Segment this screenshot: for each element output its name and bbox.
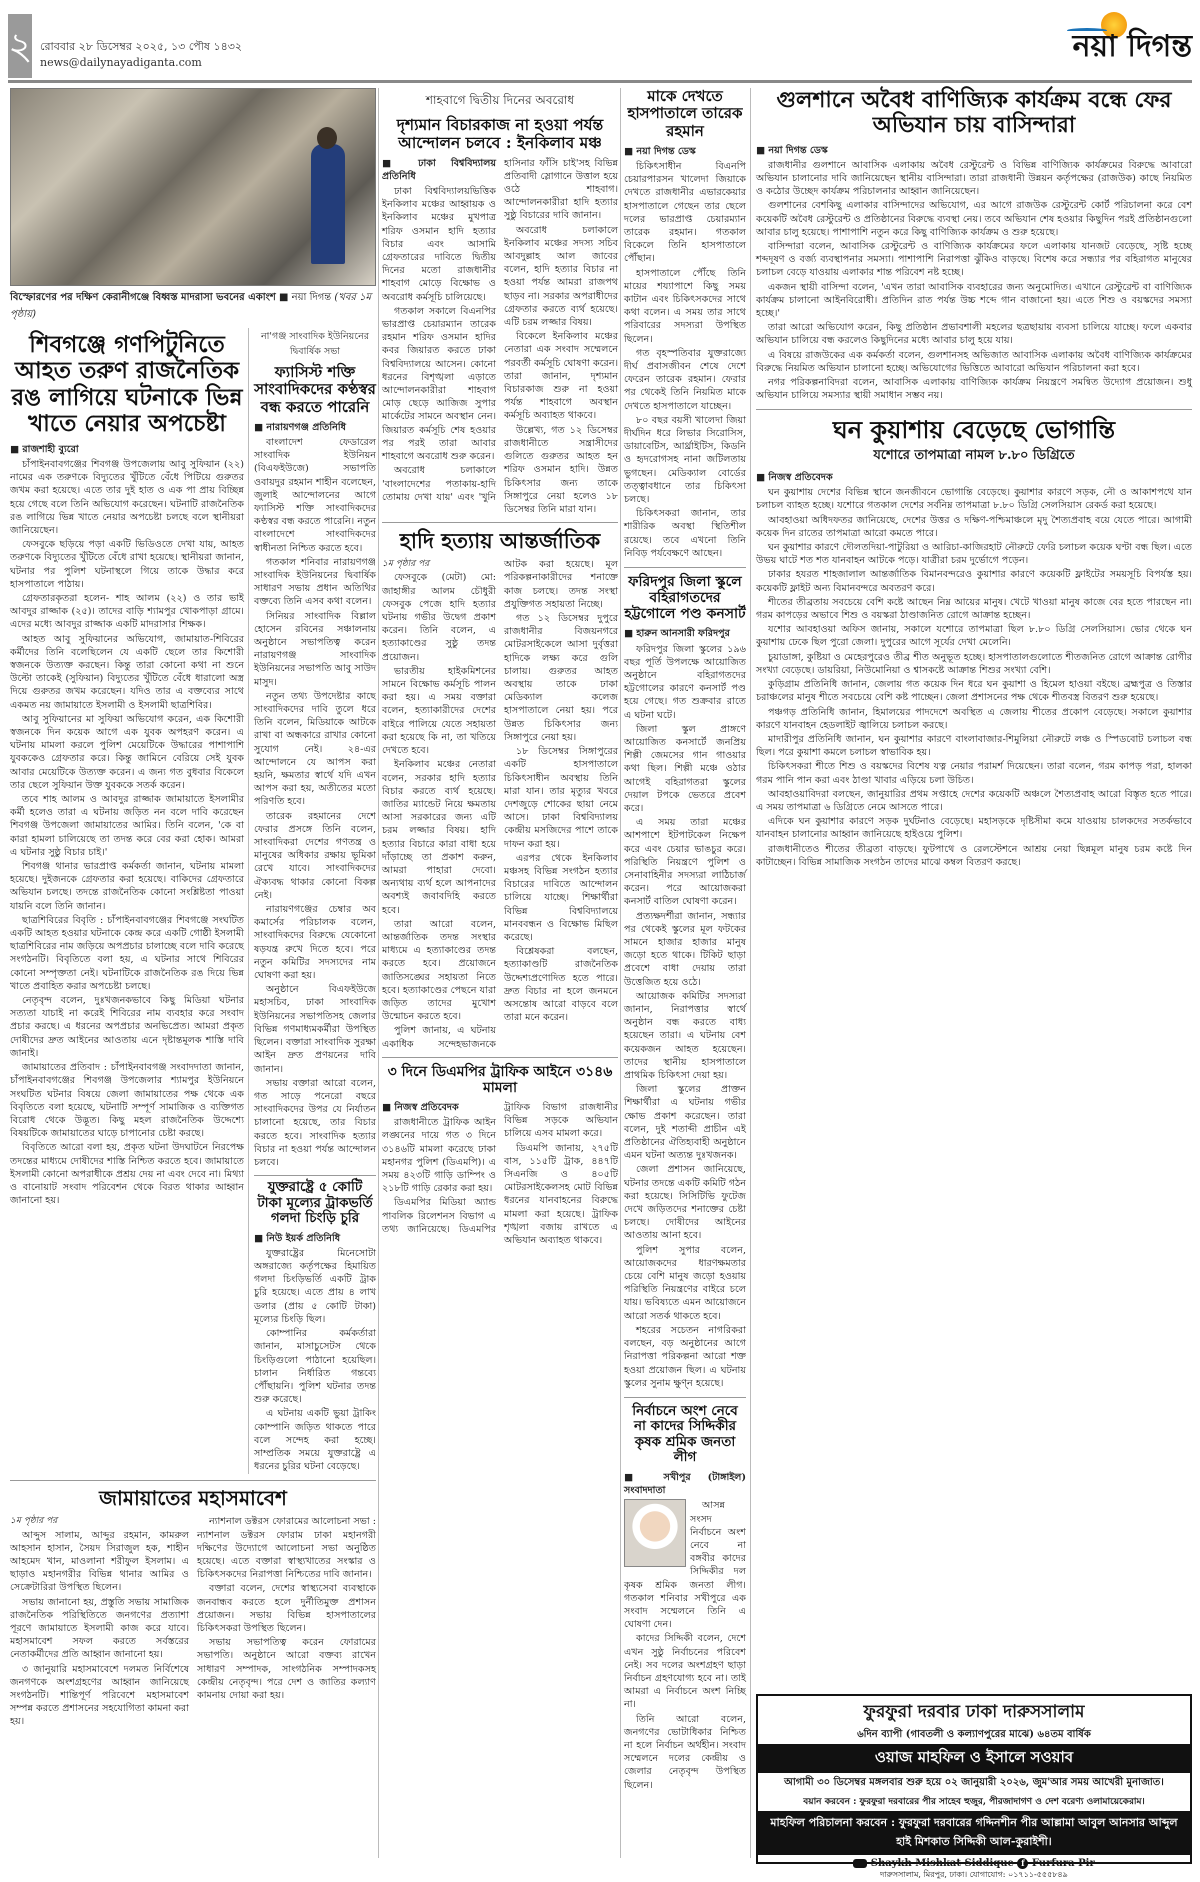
photo-credit: ■ নয়া দিগন্ত [279, 292, 332, 303]
divider [10, 1480, 376, 1481]
paragraph: গত বৃহস্পতিবার যুক্তরাজ্যে দীর্ঘ প্রবাসজীবন শেষে দেশে ফেরেন তারেক রহমান। ফেরার পর থেকেই তিনি নিয়মিত মাকে দেখতে হাসপাতালে যাচ্ছেন। [624, 347, 746, 412]
article-jamaat [10, 1515, 376, 1728]
kicker-shahbag: শাহবাগে দ্বিতীয় দিনের অবরোধ [425, 93, 575, 107]
paragraph: সভায় বক্তারা আরো বলেন, গত সাড়ে পনেরো বছরে সাংবাদিকদের উপর যে নির্যাতন চালানো হয়েছে, তার বিচার করতে হবে। সাংবাদিক হত্যার বিচার না হওয়া পর্যন্ত আন্দোলন চলবে। [254, 1077, 376, 1168]
divider [624, 1397, 746, 1398]
paragraph: আবহাওয়াবিদরা বলছেন, জানুয়ারির প্রথম সপ্তাহে দেশের কয়েকটি অঞ্চলে শৈত্যপ্রবাহ আরো বিস্তৃত হতে পারে। এ সময় তাপমাত্রা ৬ ডিগ্রিতে নেমে আসতে পারে। [756, 788, 1192, 813]
byline: ■ নয়া দিগন্ত ডেস্ক [756, 144, 828, 156]
column-divider [620, 88, 621, 1858]
paragraph: আসন্ন সংসদ নির্বাচনে অংশ নেবে না বঙ্গবীর কাদের সিদ্দিকীর দল কৃষক শ্রমিক জনতা লীগ। গতকাল শনিবার সখীপুরে এক সংবাদ সম্মেলনে তিনি এ ঘোষণা দেন। [624, 1500, 746, 1631]
paragraph: কোম্পানির কর্মকর্তারা জানান, মাসাচুসেটস থেকে চিংড়িগুলো পাঠানো হয়েছিল। চালান নির্ধারিত গন্তব্যে পৌঁছায়নি। পুলিশ ঘটনার তদন্ত শুরু করেছে। [254, 1328, 376, 1406]
paragraph: কুড়িগ্রাম প্রতিনিধি জানান, জেলায় গত কয়েক দিন ধরে ঘন কুয়াশা ও হিমেল হাওয়া বইছে। ব্রহ্মপুত্র ও তিস্তার চরাঞ্চলের মানুষ শীতে সবচেয়ে বেশি কষ্ট পাচ্ছেন। জেলা প্রশাসনের পক্ষ থেকে শীতবস্ত্র বিতরণ শুরু হয়েছে। [756, 679, 1192, 704]
paragraph: বিকেলে ইনকিলাব মঞ্চের নেতারা এক সংবাদ সম্মেলনে পরবর্তী কর্মসূচি ঘোষণা করেন। তারা জানান, দৃশ্যমান বিচারকাজ শুরু না হওয়া পর্যন্ত শাহবাগে অবস্থান কর্মসূচি অব্যাহত থাকবে। [504, 331, 618, 422]
caption-text: বিস্ফোরণের পর দক্ষিণ কেরানীগঞ্জে বিধ্বস্ত মাদরাসা ভবনের একাংশ [10, 292, 276, 303]
article-hadi [382, 558, 618, 1051]
article-fascist [254, 421, 376, 1169]
headline-gulshan[interactable]: গুলশানে অবৈধ বাণিজ্যিক কার্যক্রম বন্ধে ফের অভিযান চায় বাসিন্দারা [776, 87, 1172, 139]
header-divider [8, 80, 1192, 83]
ad-org: ফুরফুরা দরবার ঢাকা দারুসসালাম [863, 1702, 1085, 1722]
ad-guests: বয়ান করবেন : ফুরফুরা দরবারের পীর সাহেব হুজুর, পীরজাদাগণ ও দেশ বরেণ্য ওলামায়েকেরাম। [803, 1797, 1145, 1807]
paragraph: জেলা প্রশাসন জানিয়েছে, ঘটনার তদন্তে একটি কমিটি গঠন করা হয়েছে। সিসিটিভি ফুটেজ দেখে জড়িতদের শনাক্তের চেষ্টা চলছে। দোষীদের আইনের আওতায় আনা হবে। [624, 1164, 746, 1242]
article-tarique [624, 145, 746, 561]
paragraph: শীতের তীব্রতায় সবচেয়ে বেশি কষ্টে আছেন নিম্ন আয়ের মানুষ। খেটে খাওয়া মানুষ কাজে বের হতে পারছেন না। গরম কাপড়ের অভাবে শিশু ও বয়স্করা ঠাণ্ডাজনিত রোগে আক্রান্ত হচ্ছেন। [756, 596, 1192, 622]
paragraph: যশোর আবহাওয়া অফিস জানায়, সকালে যশোরে তাপমাত্রা ছিল ৮.৮০ ডিগ্রি সেলসিয়াস। ভোর থেকে ঘন কুয়াশায় ঢেকে ছিল পুরো জেলা। দুপুরের আগে সূর্যের দেখা মেলেনি। [756, 624, 1192, 649]
paragraph: চিকিৎসকরা শীতে শিশু ও বয়স্কদের বিশেষ যত্ন নেয়ার পরামর্শ দিয়েছেন। তারা বলেন, গরম কাপড় পরা, হালকা গরম পানি পান করা এবং ঠাণ্ডা খাবার এড়িয়ে চলা উচিত। [756, 761, 1192, 786]
ad-address: দারুসসালাম, মিরপুর, ঢাকা। যোগাযোগ: ০১৭১১-৫৫৫৮৪৯ [880, 1870, 1068, 1879]
paragraph: চাঁপাইনবাবগঞ্জের শিবগঞ্জ উপজেলায় আবু সুফিয়ান (২২) নামের এক তরুণকে বিদ্যুতের খুঁটিতে বেঁধে পিটিয়ে গুরুতর জখম করা হয়েছে। এতে তার দুই হাত ও এক পা প্রায় বিচ্ছিন্ন হয়ে গেছে বলে তিনি অভিযোগ করেছেন। ঘটনাটি রাজনৈতিক রঙ লাগিয়ে ভিন্ন খাতে নেয়ার অপচেষ্টা চলছে বলে স্থানীয়রা জানিয়েছেন। [10, 458, 244, 536]
paragraph: কাদের সিদ্দিকী বলেন, দেশে এখন সুষ্ঠু নির্বাচনের পরিবেশ নেই। সব দলের অংশগ্রহণ ছাড়া নির্বাচন গ্রহণযোগ্য হবে না। তাই আমরা এ নির্বাচনে অংশ নিচ্ছি না। [624, 1633, 746, 1711]
paragraph: অবরোধ চলাকালে ইনকিলাব মঞ্চের সদস্য সচিব আবদুল্লাহ আল জাবের বলেন, হাদি হত্যার বিচার না হওয়া পর্যন্ত আমরা রাজপথ ছাড়ব না। সরকার অপরাধীদের গ্রেফতার করতে ব্যর্থ হয়েছে। এটি চরম লজ্জার বিষয়। [504, 224, 618, 329]
paragraph: শহরের সচেতন নাগরিকরা বলছেন, বড় অনুষ্ঠানের আগে নিরাপত্তা পরিকল্পনা আরো শক্ত হওয়া প্রয়োজন ছিল। এ ঘটনায় স্কুলের সুনাম ক্ষুণ্ন হয়েছে। [624, 1324, 746, 1389]
headline-traffic[interactable]: ৩ দিনে ডিএমপির ট্রাফিক আইনে ৩১৪৬ মামলা [387, 1063, 613, 1096]
headline-shahbag[interactable]: দৃশ্যমান বিচারকাজ না হওয়া পর্যন্ত আন্দোলন চলবে : ইনকিলাব মঞ্চ [396, 115, 604, 152]
advertisement-waz-mahfil[interactable] [756, 1694, 1192, 1879]
issue-date: রোববার ২৮ ডিসেম্বর ২০২৫, ১৩ পৌষ ১৪৩২ [40, 40, 243, 53]
article-kader [624, 1471, 746, 1793]
headline-kader[interactable]: নির্বাচনে অংশ নেবে না কাদের সিদ্দিকীর কৃষক শ্রমিক জনতা লীগ [632, 1402, 738, 1466]
paragraph: রাজধানীতে ট্রাফিক আইন লঙ্ঘনের দায়ে গত ৩ দিনে ৩১৪৬টি মামলা করেছে ঢাকা মহানগর পুলিশ (ডিএমপি)। এ সময় ৪২৩টি গাড়ি ডাম্পিং ও ২১৮টি গাড়ি রেকার করা হয়। [382, 1117, 496, 1195]
divider [254, 1175, 376, 1176]
ad-date: আগামী ৩০ ডিসেম্বর মঙ্গলবার শুরু হয়ে ০২ জানুয়ারী ২০২৬, জুম'আর সময় আখেরী মুনাজাত। [784, 1777, 1164, 1788]
paragraph: ভারতীয় হাইকমিশনের সামনে বিক্ষোভ কর্মসূচি পালন করা হয়। এ সময় বক্তারা বলেন, হত্যাকারীদের দেশের বাইরে পালিয়ে যেতে সহায়তা করা হয়েছে কি না, তা খতিয়ে দেখতে হবে। [382, 665, 496, 757]
paragraph: অনুষ্ঠানে বিএফইউজে মহাসচিব, ঢাকা সাংবাদিক ইউনিয়নের সভাপতিসহ জেলার বিভিন্ন গণমাধ্যমকর্মীরা উপস্থিত ছিলেন। বক্তারা সাংবাদিক সুরক্ষা আইন দ্রুত প্রণয়নের দাবি জানান। [254, 984, 376, 1075]
paragraph: পুলিশ সুপার বলেন, আয়োজকদের ধারণক্ষমতার চেয়ে বেশি মানুষ জড়ো হওয়ায় পরিস্থিতি নিয়ন্ত্রণের বাইরে চলে যায়। ভবিষ্যতে এমন আয়োজনে আরো সতর্ক থাকতে হবে। [624, 1244, 746, 1322]
column-divider [378, 88, 379, 1858]
column-d [756, 87, 1192, 1879]
paragraph: নেতৃবৃন্দ বলেন, দুঃখজনকভাবে কিছু মিডিয়া ঘটনার সত্যতা যাচাই না করেই শিবিরের নাম ব্যবহার করে সংবাদ প্রচার করছে। এ ধরনের অপপ্রচার অনভিপ্রেত। আমরা প্রকৃত দোষীদের দ্রুত আইনের আওতায় এনে দৃষ্টান্তমূলক শাস্তি দাবি জানাই। [10, 995, 244, 1059]
paragraph: বক্তারা বলেন, দেশের স্বাস্থ্যসেবা ব্যবস্থাকে জনবান্ধব করতে হলে দুর্নীতিমুক্ত প্রশাসন প্রয়োজন। সভায় বিভিন্ন হাসপাতালের চিকিৎসকরা উপস্থিত ছিলেন। [197, 1583, 376, 1634]
paragraph: নগর পরিকল্পনাবিদরা বলেন, আবাসিক এলাকায় বাণিজ্যিক কার্যক্রম নিয়ন্ত্রণে সমন্বিত উদ্যোগ প্রয়োজন। শুধু অভিযান চালিয়ে সমস্যার স্থায়ী সমাধান সম্ভব নয়। [756, 377, 1192, 402]
paragraph: গ্রেফতারকৃতরা হলেন- শাহ আলম (২২) ও তার ভাই আবদুর রাজ্জাক (২৫)। তাদের বাড়ি শ্যামপুর খোকপাড়া গ্রামে। এদের মধ্যে আবদুর রাজ্জাক একটি মাদরাসার শিক্ষক। [10, 592, 244, 631]
paragraph: গতকাল শনিবার নারায়ণগঞ্জ সাংবাদিক ইউনিয়নের দ্বিবার্ষিক সাধারণ সভায় প্রধান অতিথির বক্তব্যে তিনি এসব কথা বলেন। [254, 556, 376, 608]
paragraph: রাজধানীতেও শীতের তীব্রতা বাড়ছে। ফুটপাথে ও রেলস্টেশনে আশ্রয় নেয়া ছিন্নমূল মানুষ চরম কষ্টে দিন কাটাচ্ছেন। বিভিন্ন সামাজিক সংগঠন তাদের মাঝে কম্বল বিতরণ করছে। [756, 843, 1192, 868]
paragraph: বাংলাদেশ ফেডারেল সাংবাদিক ইউনিয়ন (বিএফইউজে) সভাপতি ওবায়দুর রহমান শাহীন বলেছেন, জুলাই আন্দোলনের আগে ফ্যাসিস্ট শক্তি সাংবাদিকদের কণ্ঠস্বর বন্ধ করতে পারেনি। নতুন বাংলাদেশে সাংবাদিকদের স্বাধীনতা নিশ্চিত করতে হবে। [254, 436, 376, 554]
police-head [317, 127, 337, 149]
paragraph: পুলিশ জানায়, এ ঘটনায় একাধিক সন্দেহভাজনকে আটক করা হয়েছে। মূল পরিকল্পনাকারীদের শনাক্তে কাজ চলছে। তদন্ত সংস্থা প্রযুক্তিগত সহায়তা নিচ্ছে। [382, 559, 618, 1050]
paragraph: সভায় সভাপতিত্ব করেন ফোরামের সভাপতি। অনুষ্ঠানে আরো বক্তব্য রাখেন সাধারণ সম্পাদক, সাংগঠনিক সম্পাদকসহ কেন্দ্রীয় নেতৃবৃন্দ। পরে দেশ ও জাতির কল্যাণ কামনায় দোয়া করা হয়। [197, 1637, 376, 1701]
byline: ■ নারায়ণগঞ্জ প্রতিনিধি [254, 421, 346, 433]
headline-hadi[interactable]: হাদি হত্যায় আন্তর্জাতিক [399, 528, 601, 554]
byline: ■ নিজস্ব প্রতিবেদক [756, 472, 833, 484]
paragraph: এদিকে ঘন কুয়াশার কারণে সড়ক দুর্ঘটনাও বেড়েছে। মহাসড়কে দৃষ্টিসীমা কমে যাওয়ায় চালকদের সতর্কভাবে যানবাহন চালানোর আহ্বান জানিয়েছে হাইওয়ে পুলিশ। [756, 816, 1192, 841]
paragraph: গতকাল সকালে বিএনপির ভারপ্রাপ্ত চেয়ারম্যান তারেক রহমান শরিফ ওসমান হাদির কবর জিয়ারত করতে ঢাকা বিশ্ববিদ্যালয়ে আসেন। কোনো ধরনের বিশৃঙ্খলা এড়াতে আন্দোলনকারীরা শাহবাগ মোড় ছেড়ে আজিজ সুপার মার্কেটের সামনে অবস্থান নেন। জিয়ারত কর্মসূচি শেষ হওয়ার পর পরই তারা আবার শাহবাগে অবরোধ শুরু করেন। [382, 305, 496, 463]
row-shibganj-fascist [10, 328, 376, 1474]
paragraph: ছাত্রশিবিরের বিবৃতি : চাঁপাইনবাবগঞ্জের শিবগঞ্জে সংঘটিত একটি আহত হওয়ার ঘটনাকে কেন্দ্র করে একটি গোষ্ঠী ইসলামী ছাত্রশিবিরের নাম জড়িয়ে অপপ্রচার চালাচ্ছে বলে দাবি করেছে সংগঠনটি। বিবৃতিতে বলা হয়, এ ঘটনার সাথে শিবিরের কোনো সম্পৃক্ততা নেই। ঘটনাটিকে রাজনৈতিক রঙ দিয়ে ভিন্ন খাতে প্রবাহিত করার অপচেষ্টা চলছে। [10, 914, 244, 992]
ad-leader: মাহফিল পরিচালনা করবেন : ফুরফুরা দরবারের গদ্দিনশীন পীর আল্লামা আবুল আনসার আব্দুল হাই মিশকাত সিদ্দিকী আল-কুরাইশী। [758, 1811, 1190, 1855]
paragraph: বাসিন্দারা বলেন, আবাসিক রেস্টুরেন্ট ও বাণিজ্যিক কার্যক্রমের ফলে এলাকায় যানজট বেড়েছে, সৃষ্টি হচ্ছে শব্দদূষণ ও বর্জ্য ব্যবস্থাপনার সমস্যা। পাশাপাশি নিরাপত্তা ঝুঁকিও বাড়ছে। বিশেষ করে সন্ধ্যার পর বহিরাগত মানুষের চলাচল বেড়ে যাওয়ায় এলাকার শান্ত পরিবেশ নষ্ট হচ্ছে। [756, 241, 1192, 279]
paragraph: জামায়াতের প্রতিবাদ : চাঁপাইনবাবগঞ্জ সংবাদদাতা জানান, চাঁপাইনবাবগঞ্জের শিবগঞ্জ উপজেলার শ্যামপুর ইউনিয়নে সংঘটিত ঘটনার বিষয়ে জেলা জামায়াতের পক্ষ থেকে এক বিবৃতিতে বলা হয়েছে, ঘটনাটি সম্পূর্ণ সামাজিক ও ব্যক্তিগত বিরোধ থেকে উদ্ভূত। কিছু মহল রাজনৈতিক উদ্দেশ্যে বিষয়টিকে জামায়াতের ঘাড়ে চাপানোর চেষ্টা করছে। [10, 1062, 244, 1140]
article-shahbag [382, 157, 618, 516]
paragraph: জিলা স্কুল প্রাঙ্গণে আয়োজিত কনসার্টে জনপ্রিয় শিল্পী জেমসের গান গাওয়ার কথা ছিল। শিল্পী মঞ্চে ওঠার আগেই বহিরাগতরা স্কুলের দেয়াল টপকে ভেতরে প্রবেশ করে। [624, 723, 746, 814]
paragraph: গত ১২ ডিসেম্বর দুপুরে রাজধানীর বিজয়নগরে মোটরসাইকেলে আসা দুর্বৃত্তরা হাদিকে লক্ষ্য করে গুলি চালায়। গুরুতর আহত অবস্থায় তাকে ঢাকা মেডিক্যাল কলেজ হাসপাতালে নেয়া হয়। পরে উন্নত চিকিৎসার জন্য সিঙ্গাপুরে নেয়া হয়। [504, 613, 618, 743]
paragraph: ঢাকা বিশ্ববিদ্যালয়ভিত্তিক ইনকিলাব মঞ্চের আহ্বায়ক ও ইনকিলাব মঞ্চের মুখপাত্র শরিফ ওসমান হাদি হত্যার বিচার এবং আসামি গ্রেফতারের দাবিতে দ্বিতীয় দিনের মতো রাজধানীর শাহবাগ মোড়ে বিক্ষোভ ও অবরোধ কর্মসূচি চালিয়েছে। [382, 186, 496, 303]
paragraph: যুক্তরাষ্ট্রের মিনেসোটা অঙ্গরাজ্যে কর্তৃপক্ষের হিমায়িত গলদা চিংড়িভর্তি একটি ট্রাক চুরি হয়েছে। এতে প্রায় ৪ লাখ ডলার (প্রায় ৫ কোটি টাকা) মূল্যের চিংড়ি ছিল। [254, 1247, 376, 1325]
ad-title: ওয়াজ মাহফিল ও ইসালে সওয়াব [758, 1744, 1190, 1773]
police-figure [311, 144, 345, 264]
headline-tarique[interactable]: মাকে দেখতে হাসপাতালে তারেক রহমান [627, 87, 743, 140]
youtube-handle[interactable]: Shaykh Mishkat Siddique [870, 1858, 1014, 1869]
byline: ■ সখীপুর (টাঙ্গাইল) সংবাদদাতা [624, 1471, 746, 1497]
wave-icon [1067, 28, 1107, 33]
continued-from: ১ম পৃষ্ঠার পর [10, 1516, 58, 1527]
article-traffic [382, 1101, 618, 1247]
byline: ■ নিজস্ব প্রতিবেদক [382, 1101, 459, 1113]
divider [624, 567, 746, 568]
news-photo [10, 88, 376, 286]
paragraph: আব্দুস সালাম, আব্দুর রহমান, কামরুল আহসান হাসান, সৈয়দ সিরাজুল হক, শাহীন আহমেদ খান, মাওলানা শরীফুল ইসলাম। এ ছাড়াও মহানগরীর বিভিন্ন থানার আমির ও সেক্রেটারিরা উপস্থিত ছিলেন। [10, 1529, 189, 1594]
paragraph: আয়োজক কমিটির সদস্যরা জানান, নিরাপত্তার স্বার্থে অনুষ্ঠান বন্ধ করতে বাধ্য হয়েছেন তারা। এ ঘটনায় বেশ কয়েকজন আহত হয়েছেন। তাদের স্থানীয় হাসপাতালে প্রাথমিক চিকিৎসা দেয়া হয়। [624, 990, 746, 1082]
paragraph: তারা আরো অভিযোগ করেন, কিছু প্রতিষ্ঠান প্রভাবশালী মহলের ছত্রছায়ায় ব্যবসা চালিয়ে যাচ্ছে। ফলে একবার অভিযান চালিয়ে বন্ধ করলেও কিছুদিনের মধ্যে আবার চালু হয়ে যায়। [756, 322, 1192, 347]
paragraph: এ ঘটনায় একটি ভুয়া ট্রাকিং কোম্পানি জড়িত থাকতে পারে বলে সন্দেহ করা হচ্ছে। সাম্প্রতিক সময়ে যুক্তরাষ্ট্রে এ ধরনের চুরির ঘটনা বেড়েছে। [254, 1408, 376, 1473]
headline-shibganj[interactable]: শিবগঞ্জে গণপিটুনিতে আহত তরুণ রাজনৈতিক রঙ লাগিয়ে ঘটনাকে ভিন্ন খাতে নেয়ার অপচেষ্টা [11, 331, 243, 438]
subhead-fog: যশোরে তাপমাত্রা নামল ৮.৮০ ডিগ্রিতে [873, 448, 1075, 464]
paragraph: অবরোধ চলাকালে 'বাংলাদেশের পতাকায়-হাদি তোমায় দেখা যায়' এবং 'খুনি হাসিনার ফাঁসি চাই'সহ বিভিন্ন প্রতিবাদী স্লোগানে উত্তাল হয়ে ওঠে শাহবাগ। আন্দোলনকারীরা হাদি হত্যার সুষ্ঠু বিচারের দাবি জানান। [382, 157, 618, 503]
paragraph: এ বিষয়ে রাজউকের এক কর্মকর্তা বলেন, গুলশানসহ অভিজাত আবাসিক এলাকায় অবৈধ বাণিজ্যিক কার্যক্রমের বিরুদ্ধে নিয়মিত অভিযান চালানো হচ্ছে। অভিযোগের ভিত্তিতে আবারো অভিযান পরিচালনা করা হবে। [756, 349, 1192, 374]
paragraph: ৮০ বছর বয়সী খালেদা জিয়া দীর্ঘদিন ধরে লিভার সিরোসিস, ডায়াবেটিস, আর্থ্রাইটিস, কিডনি ও হৃদরোগসহ নানা জটিলতায় ভুগছেন। মেডিক্যাল বোর্ডের তত্ত্বাবধানে তার চিকিৎসা চলছে। [624, 414, 746, 506]
paragraph: রাজধানীর গুলশানে আবাসিক এলাকায় অবৈধ রেস্টুরেন্ট ও বিভিন্ন বাণিজ্যিক কার্যক্রমের বিরুদ্ধে আবারো অভিযান চালানোর দাবি জানিয়েছেন স্থানীয় বাসিন্দারা। তারা রাজধানী উন্নয়ন কর্তৃপক্ষের (রাজউক) কাছে নিয়মিত ও কঠোর উচ্ছেদ কার্যক্রম পরিচালনার আহ্বান জানিয়েছেন। [756, 159, 1192, 198]
paragraph: আবু সুফিয়ানের মা সুফিয়া অভিযোগ করেন, এক কিশোরী স্বজনকে দিন কয়েক আগে এক যুবক অপহরণ করেন। এ ঘটনায় মামলা করলে পুলিশ মেয়েটিকে উদ্ধারের পাশাপাশি যুবককেও গ্রেফতার করে। কিন্তু জামিনে বেরিয়ে সেই যুবক আবার মেয়েটিকে উত্যক্ত করেন। এ জন্য গত বুধবার বিকেলে তার ছেলে সুফিয়ান উক্ত যুবককে সতর্ক করেন। [10, 713, 244, 791]
paragraph: আহত আবু সুফিয়ানের অভিযোগ, জামায়াত-শিবিরের কর্মীদের তিনি বলেছিলেন যে একটি ছেলে তার কিশোরী স্বজনকে উত্যক্ত করছেন। কিন্তু তারা কোনো কথা না শুনে উল্টো তাকেই (সুফিয়ান) বিদ্যুতের খুঁটিতে বেঁধে ধারালো অস্ত্র দিয়ে গুরুতর জখম করেছেন। যদিও তার এ বক্তব্যের সাথে একমত নয় জামায়াতে ইসলামী ও ইসলামী ছাত্রশিবির। [10, 633, 244, 711]
headline-fog[interactable]: ঘন কুয়াশায় বেড়েছে ভোগান্তি [832, 415, 1116, 445]
paragraph: চুয়াডাঙ্গা, কুষ্টিয়া ও মেহেরপুরেও তীব্র শীত অনুভূত হচ্ছে। হাসপাতালগুলোতে শীতজনিত রোগে আক্রান্ত রোগীর সংখ্যা বেড়েছে। ডায়রিয়া, নিউমোনিয়া ও শ্বাসকষ্টে আক্রান্ত শিশুর সংখ্যা বেশি। [756, 651, 1192, 676]
paragraph: তবে শাহ আলম ও আবদুর রাজ্জাক জামায়াতে ইসলামীর কর্মী হলেও তারা এ ঘটনায় জড়িত নন বলে দাবি করেছেন শিবগঞ্জ উপজেলা জামায়াতের আমির। তিনি বলেন, 'কে বা কারা হামলা চালিয়েছে তা তদন্ত করে বের করা হোক। আমরা এ ঘটনার সুষ্ঠু বিচার চাই।' [10, 794, 244, 858]
continued-from: ১ম পৃষ্ঠার পর [382, 559, 430, 570]
continued-note: (খবর ১ম পৃষ্ঠায়) [10, 292, 372, 320]
paragraph: বিশ্লেষকরা বলছেন, হত্যাকাণ্ডটি রাজনৈতিক উদ্দেশ্যপ্রণোদিত হতে পারে। দ্রুত বিচার না হলে জনমনে অসন্তোষ আরো বাড়বে বলে তারা মনে করেন। [504, 946, 618, 1024]
paragraph: জিলা স্কুলের প্রাক্তন শিক্ষার্থীরা এ ঘটনায় গভীর ক্ষোভ প্রকাশ করেছেন। তারা বলেন, দুই শতাব্দী প্রাচীন এই প্রতিষ্ঠানের ঐতিহ্যবাহী অনুষ্ঠানে এমন ঘটনা অত্যন্ত দুঃখজনক। [624, 1084, 746, 1162]
paragraph: চিকিৎসাধীন বিএনপি চেয়ারপারসন খালেদা জিয়াকে দেখতে রাজধানীর এভারকেয়ার হাসপাতালে গেছেন তার ছেলে দলের ভারপ্রাপ্ত চেয়ারম্যান তারেক রহমান। গতকাল বিকেলে তিনি হাসপাতালে পৌঁছান। [624, 160, 746, 265]
paragraph: ফেসবুকে ছড়িয়ে পড়া একটি ভিডিওতে দেখা যায়, আহত তরুণকে বিদ্যুতের খুঁটিতে বেঁধে রাখা হয়েছে। স্থানীয়রা জানান, ঘটনার পর পুলিশ ঘটনাস্থলে গিয়ে তাকে উদ্ধার করে হাসপাতালে পাঠায়। [10, 539, 244, 590]
paragraph: এরপর থেকে ইনকিলাব মঞ্চসহ বিভিন্ন সংগঠন হত্যার বিচারের দাবিতে আন্দোলন চালিয়ে যাচ্ছে। শিক্ষার্থীরা বিভিন্ন বিশ্ববিদ্যালয়ে মানববন্ধন ও বিক্ষোভ মিছিল করেছে। [504, 852, 618, 943]
paragraph: ৩ জানুয়ারি মহাসমাবেশে দলমত নির্বিশেষে জনগণকে অংশগ্রহণের আহ্বান জানিয়েছে সংগঠনটি। শান্তিপূর্ণ পরিবেশে মহাসমাবেশ সম্পন্ন করতে প্রশাসনের সহযোগিতা কামনা করা হয়। [10, 1663, 189, 1728]
paragraph: ডিএমপির মিডিয়া অ্যান্ড পাবলিক রিলেশনস বিভাগ এ তথ্য জানিয়েছে। ডিএমপির ট্রাফিক বিভাগ রাজধানীর বিভিন্ন সড়কে অভিযান চালিয়ে এসব মামলা করে। [382, 1101, 618, 1235]
paragraph: ফেসবুকে (মেটা) মো: জাহাঙ্গীর আলম চৌধুরী ফেসবুক পেজে হাদি হত্যার ঘটনায় গভীর উদ্বেগ প্রকাশ করেন। তিনি বলেন, এ হত্যাকাণ্ডের সুষ্ঠু তদন্ত প্রয়োজন। [382, 572, 496, 663]
article-fog [756, 471, 1192, 870]
photo-caption [10, 290, 376, 324]
ad-sub: ৬দিন ব্যাপী (গাবতলী ও কল্যাণপুরের মাঝে) ৬৪তম বার্ষিক [857, 1729, 1091, 1740]
paragraph: সিনিয়র সাংবাদিক বিল্লাল হোসেন রবিনের সঞ্চালনায় অনুষ্ঠানে সভাপতিত্ব করেন নারায়ণগঞ্জ সাংবাদিক ইউনিয়নের সভাপতি আবু সাউদ মাসুদ। [254, 610, 376, 688]
byline: ■ নিউ ইয়র্ক প্রতিনিধি [254, 1232, 341, 1244]
paragraph: ফরিদপুর জিলা স্কুলের ১৯৬ বছর পূর্তি উপলক্ষে আয়োজিত অনুষ্ঠানে বহিরাগতদের হট্টগোলের কারণে কনসার্ট পণ্ড হয়ে গেছে। গত শুক্রবার রাতে এ ঘটনা ঘটে। [624, 643, 746, 721]
contact-email[interactable]: news@dailynayadiganta.com [40, 56, 202, 69]
paragraph: ঘন কুয়াশার কারণে দৌলতদিয়া-পাটুরিয়া ও আরিচা-কাজিরহাট নৌরুটে ফেরি চলাচল কয়েক ঘণ্টা বন্ধ ছিল। এতে উভয় ঘাটে শত শত যানবাহন আটকে পড়ে। যাত্রীরা চরম দুর্ভোগে পড়েন। [756, 542, 1192, 567]
paragraph: ডিএমপি জানায়, ২৭৫টি বাস, ১১৫টি ট্রাক, ৪৪৭টি সিএনজি ও ৪০৫টি মোটরসাইকেলসহ মোট বিভিন্ন ধরনের যানবাহনের বিরুদ্ধে মামলা করা হয়েছে। ট্রাফিক শৃঙ্খলা বজায় রাখতে এ অভিযান অব্যাহত থাকবে। [504, 1142, 618, 1246]
column-b [382, 88, 618, 1247]
headline-faridpur[interactable]: ফরিদপুর জিলা স্কুলে বহিরাগতদের হট্টগোলে পণ্ড কনসার্ট [624, 574, 746, 623]
paragraph: তারেক রহমানের দেশে ফেরার প্রসঙ্গে তিনি বলেন, সাংবাদিকরা দেশের গণতন্ত্র ও মানুষের অধিকার রক্ষায় ভূমিকা রেখে যাবে। সাংবাদিকদের ঐক্যবদ্ধ থাকার কোনো বিকল্প নেই। [254, 810, 376, 901]
kicker-fascist: না'গঞ্জ সাংবাদিক ইউনিয়নের দ্বিবার্ষিক সভা [261, 331, 369, 357]
logo-text: নয়া দিগন্ত [1072, 29, 1192, 64]
article-shibganj [10, 443, 244, 1208]
paragraph: একজন স্থায়ী বাসিন্দা বলেন, 'এখন তারা আবাসিক ব্যবহারের জন্য অনুমোদিত। এখানে রেস্টুরেন্ট বা বাণিজ্যিক কার্যক্রম চালানো আইনবিরোধী। প্রতিদিন রাত পর্যন্ত উচ্চ শব্দে গান বাজানো হয়। এতে শিশু ও বয়স্কদের সমস্যা হচ্ছে।' [756, 281, 1192, 320]
paragraph: পঞ্চগড় প্রতিনিধি জানান, হিমালয়ের পাদদেশে অবস্থিত এ জেলায় শীতের প্রকোপ বেড়েছে। সকালে কুয়াশার কারণে যানবাহন হেডলাইট জ্বালিয়ে চলাচল করছে। [756, 706, 1192, 731]
divider [756, 409, 1192, 410]
ad-social [758, 1855, 1190, 1869]
headline-fascist[interactable]: ফ্যাসিস্ট শক্তি সাংবাদিকদের কণ্ঠস্বর বন্ধ করতে পারেনি [254, 363, 376, 416]
headline-jamaat[interactable]: জামায়াতের মহাসমাবেশ [99, 1486, 287, 1511]
headline-usa-lobster[interactable]: যুক্তরাষ্ট্রে ৫ কোটি টাকা মূল্যের ট্রাকভর্তি গলদা চিংড়ি চুরি [257, 1179, 373, 1227]
byline: ■ রাজশাহী ব্যুরো [10, 443, 79, 455]
column-c [624, 88, 746, 1793]
paragraph: মাদারীপুর প্রতিনিধি জানান, ঘন কুয়াশার কারণে বাংলাবাজার-শিমুলিয়া নৌরুটে লঞ্চ ও স্পিডবোট চলাচল বন্ধ ছিল। পরে কুয়াশা কমলে চলাচল স্বাভাবিক হয়। [756, 733, 1192, 759]
paragraph: শিবগঞ্জ থানার ভারপ্রাপ্ত কর্মকর্তা জানান, ঘটনায় মামলা হয়েছে। দুইজনকে গ্রেফতার করা হয়েছে। বাকিদের গ্রেফতারে অভিযান চলছে। তদন্তে রাজনৈতিক কোনো সংশ্লিষ্টতা পাওয়া যায়নি বলে তিনি জানান। [10, 861, 244, 912]
paragraph: ঘন কুয়াশায় দেশের বিভিন্ন স্থানে জনজীবনে ভোগান্তি বেড়েছে। কুয়াশার কারণে সড়ক, নৌ ও আকাশপথে যান চলাচল ব্যাহত হচ্ছে। যশোরে গতকাল দেশের সর্বনিম্ন তাপমাত্রা ৮.৮০ ডিগ্রি সেলসিয়াস রেকর্ড করা হয়েছে। [756, 487, 1192, 512]
paragraph: আবহাওয়া অধিদফতর জানিয়েছে, দেশের উত্তর ও দক্ষিণ-পশ্চিমাঞ্চলে মৃদু শৈত্যপ্রবাহ বয়ে যেতে পারে। আগামী কয়েক দিন রাতের তাপমাত্রা আরো কমতে পারে। [756, 514, 1192, 539]
paragraph: এ সময় তারা মঞ্চের আশপাশে ইটপাটকেল নিক্ষেপ করে এবং চেয়ার ভাঙচুর করে। পরিস্থিতি নিয়ন্ত্রণে পুলিশ ও সেনাবাহিনীর সদস্যরা লাঠিচার্জ করেন। পরে আয়োজকরা কনসার্ট বাতিল ঘোষণা করেন। [624, 817, 746, 908]
divider [382, 522, 618, 523]
paragraph: সভায় জানানো হয়, প্রস্তুতি সভায় সামাজিক রাজনৈতিক পরিস্থিতিতে জনগণের প্রত্যাশা পূরণে জামায়াতে ইসলামী কাজ করে যাবে। মহাসমাবেশ সফল করতে সর্বস্তরের নেতাকর্মীদের প্রতি আহ্বান জানানো হয়। [10, 1596, 189, 1661]
article-usa-lobster [254, 1232, 376, 1474]
column-a [10, 88, 376, 1729]
paragraph: ইনকিলাব মঞ্চের নেতারা বলেন, সরকার হাদি হত্যার বিচার করতে ব্যর্থ হয়েছে। জাতির ম্যান্ডেট নিয়ে ক্ষমতায় আসা সরকারের জন্য এটি চরম লজ্জার বিষয়। হাদি হত্যার বিচারে কারা বাধা হয়ে দাঁড়াচ্ছে তা প্রকাশ করুন, আমরা পাহারা দেবো। অন্যথায় ব্যর্থ হলে আপনাদের অবশ্যই জবাবদিহি করতে হবে। [382, 759, 496, 916]
paragraph: হাসপাতালে পৌঁছে তিনি মায়ের শয্যাপাশে কিছু সময় কাটান এবং চিকিৎসকদের সাথে কথা বলেন। এ সময় তার সাথে পরিবারের সদস্যরা উপস্থিত ছিলেন। [624, 267, 746, 345]
article-faridpur [624, 627, 746, 1391]
divider [382, 1057, 618, 1058]
page-number: ২ [8, 14, 32, 78]
story-shibganj [10, 328, 248, 1474]
paragraph: প্রত্যক্ষদর্শীরা জানান, সন্ধ্যার পর থেকেই স্কুলের মূল ফটকের সামনে হাজার হাজার মানুষ জড়ো হতে থাকে। টিকিট ছাড়া প্রবেশে বাধা দেয়ায় তারা উত্তেজিত হয়ে ওঠে। [624, 910, 746, 988]
byline: ■ নয়া দিগন্ত ডেস্ক [624, 145, 696, 157]
byline: ■ হারুন আনসারী ফরিদপুর [624, 628, 730, 640]
paragraph: ন্যাশনাল ডক্টরস ফোরামের আলোচনা সভা : ন্যাশনাল ডক্টরস ফোরাম ঢাকা মহানগরী দক্ষিণের উদ্যোগে আলোচনা সভা অনুষ্ঠিত হয়েছে। এতে বক্তারা স্বাস্থ্যখাতের সংস্কার ও চিকিৎসকদের নিরাপত্তা নিশ্চিতের দাবি জানান। [197, 1516, 376, 1581]
paragraph: বিবৃতিতে আরো বলা হয়, প্রকৃত ঘটনা উদঘাটনে নিরপেক্ষ তদন্তের মাধ্যমে দোষীদের শাস্তি নিশ্চিত করতে হবে। জামায়াতে ইসলামী কোনো অপরাধীকে প্রশ্রয় দেয় না এবং দেবে না। মিথ্যা ও বানোয়াট সংবাদ পরিবেশন থেকে বিরত থাকার আহ্বান জানানো হয়। [10, 1142, 244, 1207]
paragraph: তারা আরো বলেন, আন্তর্জাতিক তদন্ত সংস্থার মাধ্যমে এ হত্যাকাণ্ডের তদন্ত করতে হবে। প্রয়োজনে জাতিসঙ্ঘের সহায়তা নিতে হবে। হত্যাকাণ্ডের পেছনে যারা জড়িত তাদের মুখোশ উন্মোচন করতে হবে। [382, 918, 496, 1023]
byline: ■ ঢাকা বিশ্ববিদ্যালয় প্রতিনিধি [382, 157, 496, 182]
paragraph: গুলশানের বেশকিছু এলাকার বাসিন্দাদের অভিযোগ, এর আগে রাজউক রেস্টুরেন্ট কোর্ট পরিচালনা করে বেশ কয়েকটি অবৈধ রেস্টুরেন্ট ও প্রতিষ্ঠানের বিরুদ্ধে ব্যবস্থা নেয়। তবে অভিযান শেষ হওয়ার কিছুদিন পরই প্রতিষ্ঠানগুলো আবার চালু হয়েছে। পাশাপাশি নতুন করে কিছু বাণিজ্যিক কার্যক্রম ও শুরু হয়েছে। [756, 200, 1192, 238]
paragraph: নতুন তথ্য উপদেষ্টার কাছে সাংবাদিকদের দাবি তুলে ধরে তিনি বলেন, মিডিয়াকে আটকে রাখা বা অন্ধকারে রাখার কোনো সুযোগ নেই। ২৪-এর আন্দোলনে যে আপস করা হয়নি, ক্ষমতার স্বার্থে যদি এখন আপস করা হয়, অতীতের মতো পরিণতি হবে। [254, 690, 376, 808]
column-divider [750, 88, 751, 1858]
paragraph: চিকিৎসকরা জানান, তার শারীরিক অবস্থা স্থিতিশীল রয়েছে। তবে এখনো তিনি নিবিড় পর্যবেক্ষণে আছেন। [624, 508, 746, 559]
paragraph: ১৮ ডিসেম্বর সিঙ্গাপুরের একটি হাসপাতালে চিকিৎসাধীন অবস্থায় তিনি মারা যান। তার মৃত্যুর খবরে দেশজুড়ে শোকের ছায়া নেমে আসে। ঢাকা বিশ্ববিদ্যালয় কেন্দ্রীয় মসজিদের পাশে তাকে দাফন করা হয়। [504, 746, 618, 850]
paragraph: তিনি আরো বলেন, জনগণের ভোটাধিকার নিশ্চিত না হলে নির্বাচন অর্থহীন। সংবাদ সম্মেলনে দলের কেন্দ্রীয় ও জেলার নেতৃবৃন্দ উপস্থিত ছিলেন। [624, 1713, 746, 1791]
kader-siddiqui-photo [624, 1499, 686, 1567]
youtube-icon [853, 1859, 867, 1868]
article-gulshan [756, 144, 1192, 404]
paragraph: ঢাকার হযরত শাহজালাল আন্তর্জাতিক বিমানবন্দরেও কুয়াশার কারণে কয়েকটি ফ্লাইটের সময়সূচি বিপর্যস্ত হয়। কয়েকটি ফ্লাইট অন্য বিমানবন্দরে অবতরণ করে। [756, 569, 1192, 594]
paragraph: উল্লেখ্য, গত ১২ ডিসেম্বর রাজধানীতে সন্ত্রাসীদের গুলিতে গুরুতর আহত হন শরিফ ওসমান হাদি। উন্নত চিকিৎসার জন্য তাকে সিঙ্গাপুরে নেয়া হলেও ১৮ ডিসেম্বর তিনি মারা যান। [504, 424, 618, 515]
facebook-icon: f [1017, 1858, 1028, 1869]
story-fascist-usa [248, 328, 376, 1474]
newspaper-logo [1073, 22, 1192, 73]
paragraph: নারায়ণগঞ্জের চেম্বার অব কমার্সের পরিচালক বলেন, সাংবাদিকদের বিরুদ্ধে যেকোনো ষড়যন্ত্র রুখে দিতে হবে। পরে নতুন কমিটির সদস্যদের নাম ঘোষণা করা হয়। [254, 904, 376, 982]
facebook-handle[interactable]: Furfura Pir [1031, 1858, 1095, 1869]
